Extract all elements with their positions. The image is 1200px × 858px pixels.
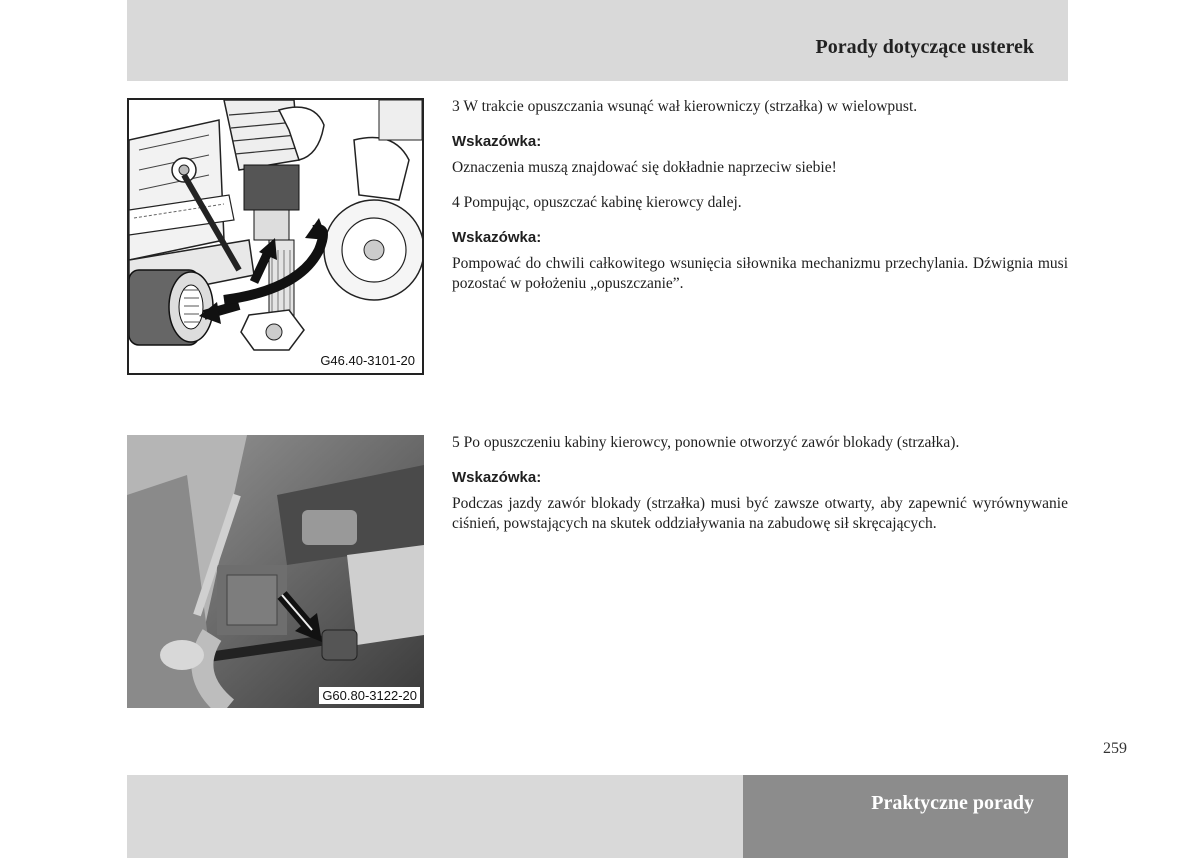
page-number: 259 [1103, 740, 1127, 757]
note-heading: Wskazówka: [452, 133, 542, 150]
figure-lock-valve [127, 435, 424, 708]
lock-valve-photo [127, 435, 424, 708]
figure-code: G46.40-3101-20 [317, 352, 418, 369]
page-title: Porady dotyczące usterek [815, 36, 1034, 58]
chapter-tab [743, 775, 1068, 858]
note-body: Pompować do chwili całkowitego wsunięcia siłownika mechanizmu przechylania. Dźwignia musi pozostać w położeniu „opuszczanie”. [452, 255, 1068, 292]
footer-band [127, 775, 1068, 858]
step-3: 3 W trakcie opuszczania wsunąć wał kierowniczy (strzałka) w wielowpust. [452, 98, 918, 115]
steering-shaft-illustration [129, 100, 422, 373]
note-body: Oznaczenia muszą znajdować się dokładnie naprzeciw siebie! [452, 159, 837, 176]
section-lock-valve [452, 433, 1068, 549]
section-lowering [452, 97, 1068, 309]
figure-steering-shaft [127, 98, 424, 375]
header-band [127, 0, 1068, 81]
chapter-title: Praktyczne porady [871, 792, 1034, 814]
note-body: Podczas jazdy zawór blokady (strzałka) musi być zawsze otwarty, aby zapewnić wyrównywanie ciśnień, powstających na skutek oddziaływania na zabudowę sił skręcających. [452, 495, 1068, 532]
figure-code: G60.80-3122-20 [319, 687, 420, 704]
step-4: 4 Pompując, opuszczać kabinę kierowcy dalej. [452, 194, 742, 211]
note-heading: Wskazówka: [452, 229, 542, 246]
step-5: 5 Po opuszczeniu kabiny kierowcy, ponownie otworzyć zawór blokady (strzałka). [452, 434, 960, 451]
note-heading: Wskazówka: [452, 469, 542, 486]
